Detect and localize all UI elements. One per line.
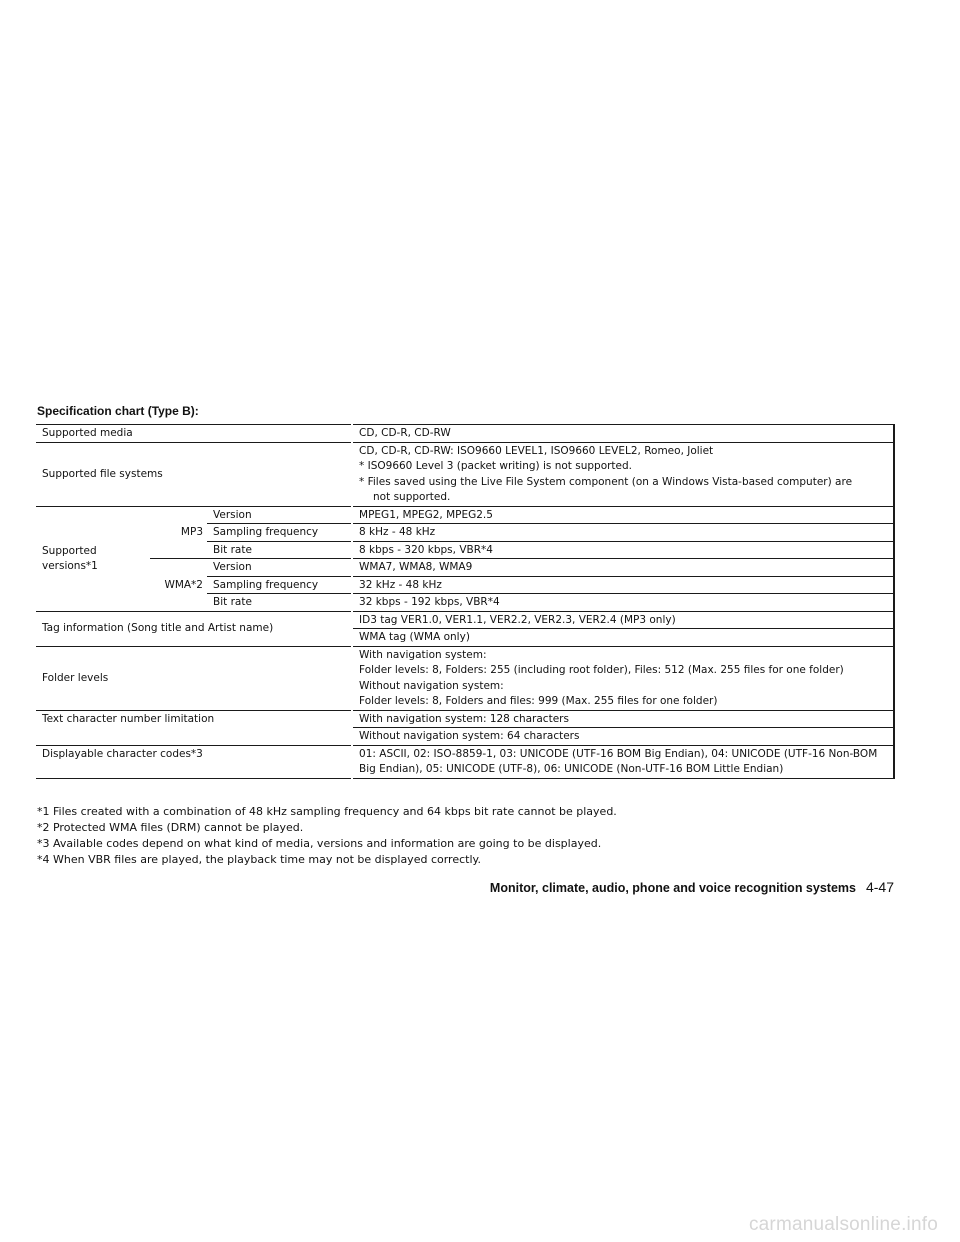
footnote-2: *2 Protected WMA files (DRM) cannot be played. xyxy=(37,821,304,834)
wma-sampling-value: 32 kHz - 48 kHz xyxy=(352,576,894,594)
table-row xyxy=(36,559,894,577)
table-row xyxy=(36,646,894,710)
footer-section-title: Monitor, climate, audio, phone and voice recognition systems xyxy=(489,881,856,895)
row-label-text-limit: Text character number limitation xyxy=(36,710,352,745)
page-number: 4-47 xyxy=(865,879,894,895)
footnote-4: *4 When VBR files are played, the playback time may not be displayed correctly. xyxy=(37,853,481,866)
table-row xyxy=(36,442,894,506)
table-row xyxy=(36,506,894,524)
mp3-label: MP3 xyxy=(150,506,207,559)
wma-bitrate-label: Bit rate xyxy=(207,594,352,612)
footnotes xyxy=(37,804,917,868)
mp3-bitrate-value: 8 kbps - 320 kbps, VBR*4 xyxy=(352,541,894,559)
row-value-folders: With navigation system: Folder levels: 8, Folders: 255 (including root folder), Files: 512 (Max. 255 files for one folder) Without navigation system: Folder levels: 8, Folders and files: 999 (Max. 255 files for one folder) xyxy=(352,646,894,710)
row-label-codes: Displayable character codes*3 xyxy=(36,745,352,778)
wma-version-value: WMA7, WMA8, WMA9 xyxy=(352,559,894,577)
row-label-filesystems: Supported file systems xyxy=(36,442,352,506)
chart-heading: Specification chart (Type B): xyxy=(37,404,199,418)
row-label-versions: Supported versions*1 xyxy=(36,506,150,611)
row-value-tag-id3: ID3 tag VER1.0, VER1.1, VER2.2, VER2.3, VER2.4 (MP3 only) xyxy=(352,611,894,629)
page-footer xyxy=(490,879,894,895)
specification-table xyxy=(36,424,895,779)
mp3-version-value: MPEG1, MPEG2, MPEG2.5 xyxy=(352,506,894,524)
wma-label: WMA*2 xyxy=(150,559,207,612)
row-value-codes: 01: ASCII, 02: ISO-8859-1, 03: UNICODE (UTF-16 BOM Big Endian), 04: UNICODE (UTF-16 Non-BOM Big Endian), 05: UNICODE (UTF-8), 06: UNICODE (Non-UTF-16 BOM Little Endian) xyxy=(352,745,894,778)
wma-version-label: Version xyxy=(207,559,352,577)
table-row xyxy=(36,745,894,778)
table-row xyxy=(36,710,894,728)
row-label-folders: Folder levels xyxy=(36,646,352,710)
row-label-tag: Tag information (Song title and Artist name) xyxy=(36,611,352,646)
row-value-filesystems: CD, CD-R, CD-RW: ISO9660 LEVEL1, ISO9660 LEVEL2, Romeo, Joliet * ISO9660 Level 3 (packet writing) is not supported. * Files saved using the Live File System component (on a Windows Vista-based computer) are not supported. xyxy=(352,442,894,506)
row-value-media: CD, CD-R, CD-RW xyxy=(352,425,894,443)
table-row xyxy=(36,611,894,629)
row-value-text-limit-nonav: Without navigation system: 64 characters xyxy=(352,728,894,746)
wma-sampling-label: Sampling frequency xyxy=(207,576,352,594)
footnote-1: *1 Files created with a combination of 48 kHz sampling frequency and 64 kbps bit rate cannot be played. xyxy=(37,805,617,818)
mp3-bitrate-label: Bit rate xyxy=(207,541,352,559)
mp3-sampling-value: 8 kHz - 48 kHz xyxy=(352,524,894,542)
watermark: carmanualsonline.info xyxy=(748,1214,938,1235)
mp3-version-label: Version xyxy=(207,506,352,524)
row-value-text-limit-nav: With navigation system: 128 characters xyxy=(352,710,894,728)
table-row xyxy=(36,425,894,443)
footnote-3: *3 Available codes depend on what kind of media, versions and information are going to be displayed. xyxy=(37,837,602,850)
mp3-sampling-label: Sampling frequency xyxy=(207,524,352,542)
row-label-media: Supported media xyxy=(36,425,352,443)
wma-bitrate-value: 32 kbps - 192 kbps, VBR*4 xyxy=(352,594,894,612)
row-value-tag-wma: WMA tag (WMA only) xyxy=(352,629,894,647)
